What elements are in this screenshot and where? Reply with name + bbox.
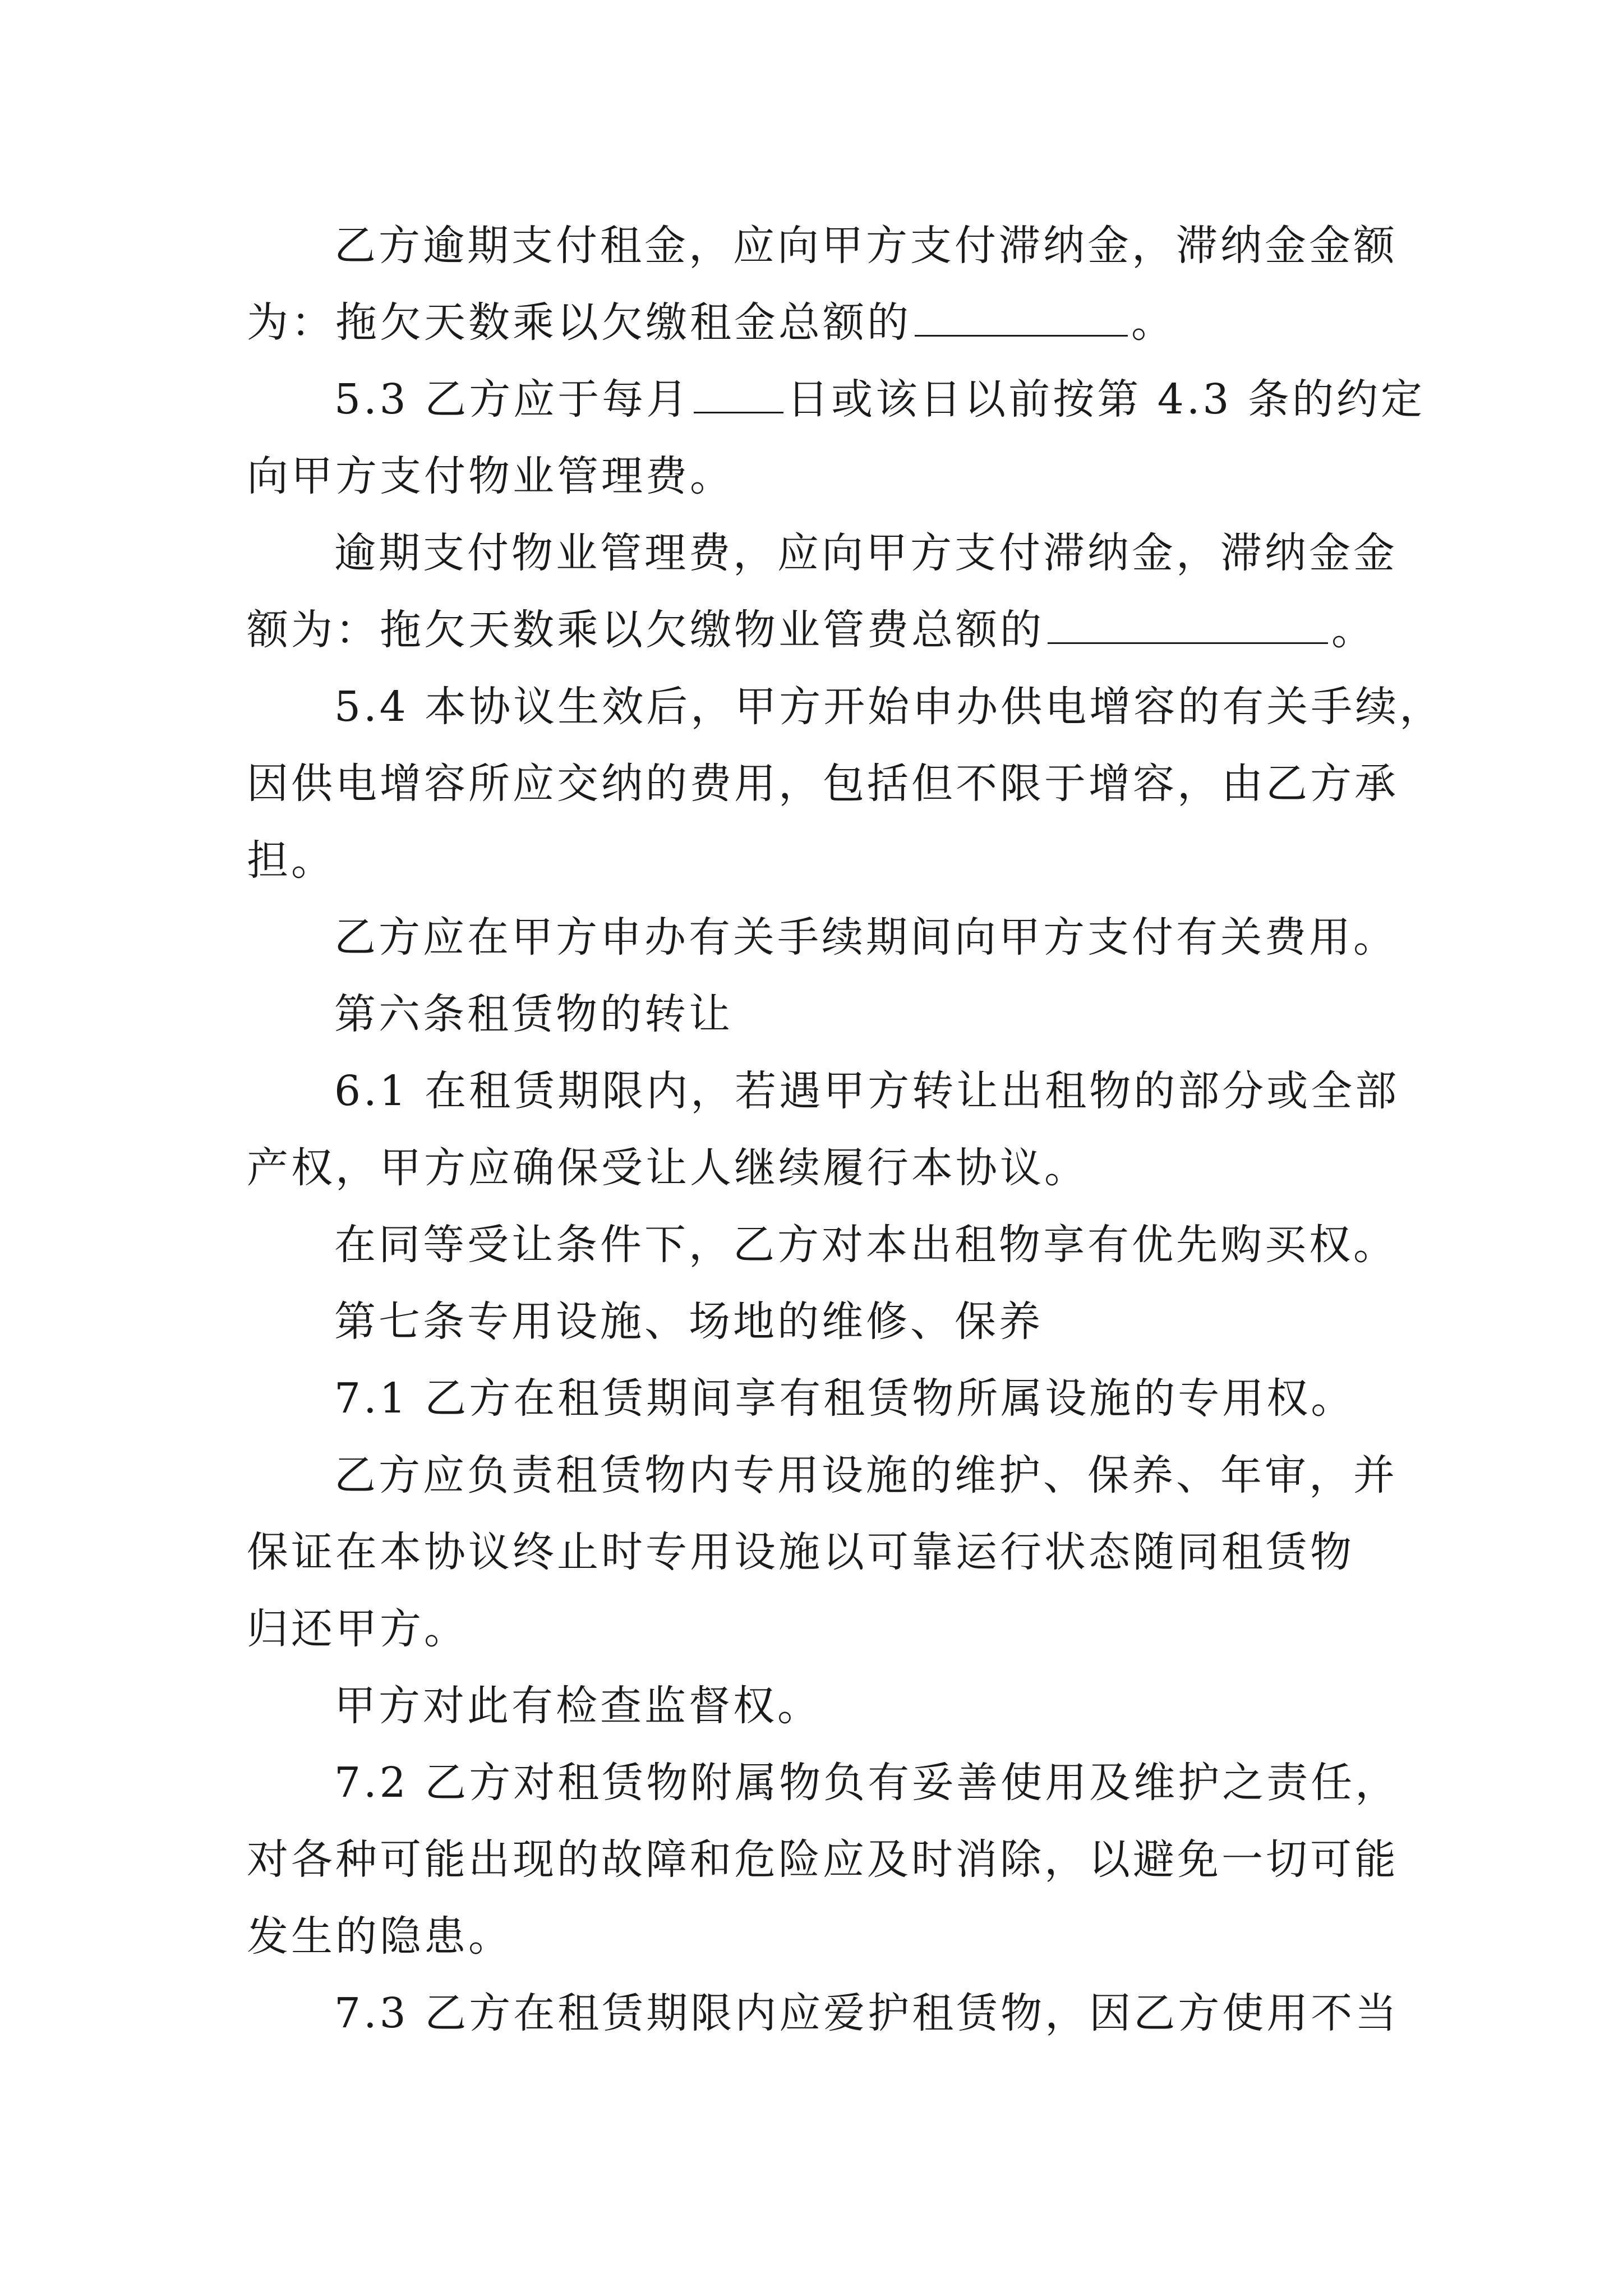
line-text: 。 (1331, 606, 1376, 654)
line-text: 产权，甲方应确保受让人继续履行本协议。 (247, 1144, 1089, 1192)
line-text: 发生的隐患。 (247, 1912, 513, 1961)
text-line (334, 1447, 1398, 1503)
line-text: 为：拖欠天数乘以欠缴租金总额的 (247, 298, 911, 347)
line-text: 6.1 在租赁期限内，若遇甲方转让出租物的部分或全部 (334, 1067, 1400, 1115)
line-text: 7.3 乙方在租赁期限内应爱护租赁物，因乙方使用不当 (334, 1989, 1400, 2037)
line-text: 甲方对此有检查监督权。 (334, 1682, 822, 1730)
line-text: 向甲方支付物业管理费。 (247, 452, 734, 500)
line-text: 乙方逾期支付租金，应向甲方支付滞纳金，滞纳金金额 (334, 222, 1398, 270)
text-line (247, 1524, 1354, 1580)
text-line (334, 525, 1398, 581)
line-text: 对各种可能出现的故障和危险应及时消除，以避免一切可能 (247, 1835, 1399, 1884)
fill-in-blank (915, 296, 1128, 337)
text-line (334, 1678, 822, 1734)
line-text: 5.3 乙方应于每月 (334, 375, 691, 424)
text-line (334, 1755, 1399, 1811)
text-line (247, 756, 1399, 812)
text-line (247, 1601, 468, 1657)
line-text: 额为：拖欠天数乘以欠缴物业管费总额的 (247, 606, 1044, 654)
line-text: 在同等受让条件下，乙方对本出租物享有优先购买权。 (334, 1221, 1398, 1269)
text-line (334, 371, 1425, 427)
section-heading (334, 1294, 1043, 1350)
text-line (247, 1140, 1089, 1196)
text-line (334, 1063, 1399, 1119)
text-line (334, 679, 1444, 735)
line-text: 因供电增容所应交纳的费用，包括但不限于增容，由乙方承 (247, 760, 1399, 808)
line-text: 归还甲方。 (247, 1605, 468, 1653)
section-heading (334, 986, 733, 1042)
line-text: 乙方应在甲方申办有关手续期间向甲方支付有关费用。 (334, 913, 1398, 961)
line-text: 乙方应负责租赁物内专用设施的维护、保养、年审，并 (334, 1451, 1398, 1499)
text-line (247, 295, 1175, 351)
text-line (334, 909, 1398, 965)
text-line (247, 1908, 513, 1964)
line-text: 5.4 本协议生效后，甲方开始申办供电增容的有关手续， (334, 683, 1444, 731)
line-text: 逾期支付物业管理费，应向甲方支付滞纳金，滞纳金金 (334, 529, 1398, 577)
line-text: 保证在本协议终止时专用设施以可靠运行状态随同租赁物 (247, 1528, 1354, 1576)
fill-in-blank (694, 372, 783, 413)
text-line (247, 448, 734, 504)
text-line (247, 832, 335, 889)
text-line (247, 1832, 1399, 1888)
line-text: 7.1 乙方在租赁期间享有租赁物所属设施的专用权。 (334, 1374, 1355, 1423)
line-text: 。 (1131, 298, 1175, 347)
line-text: 担。 (247, 836, 335, 885)
fill-in-blank (1048, 603, 1328, 644)
text-line (334, 1985, 1399, 2041)
line-text: 7.2 乙方对租赁物附属物负有妥善使用及维护之责任， (334, 1759, 1400, 1807)
line-text: 日或该日以前按第 4.3 条的约定 (787, 375, 1425, 424)
text-line (334, 1217, 1398, 1273)
text-line (334, 1370, 1355, 1427)
line-text: 第六条租赁物的转让 (334, 990, 733, 1038)
text-line (334, 218, 1398, 274)
line-text: 第七条专用设施、场地的维修、保养 (334, 1297, 1043, 1346)
text-line (247, 602, 1376, 658)
